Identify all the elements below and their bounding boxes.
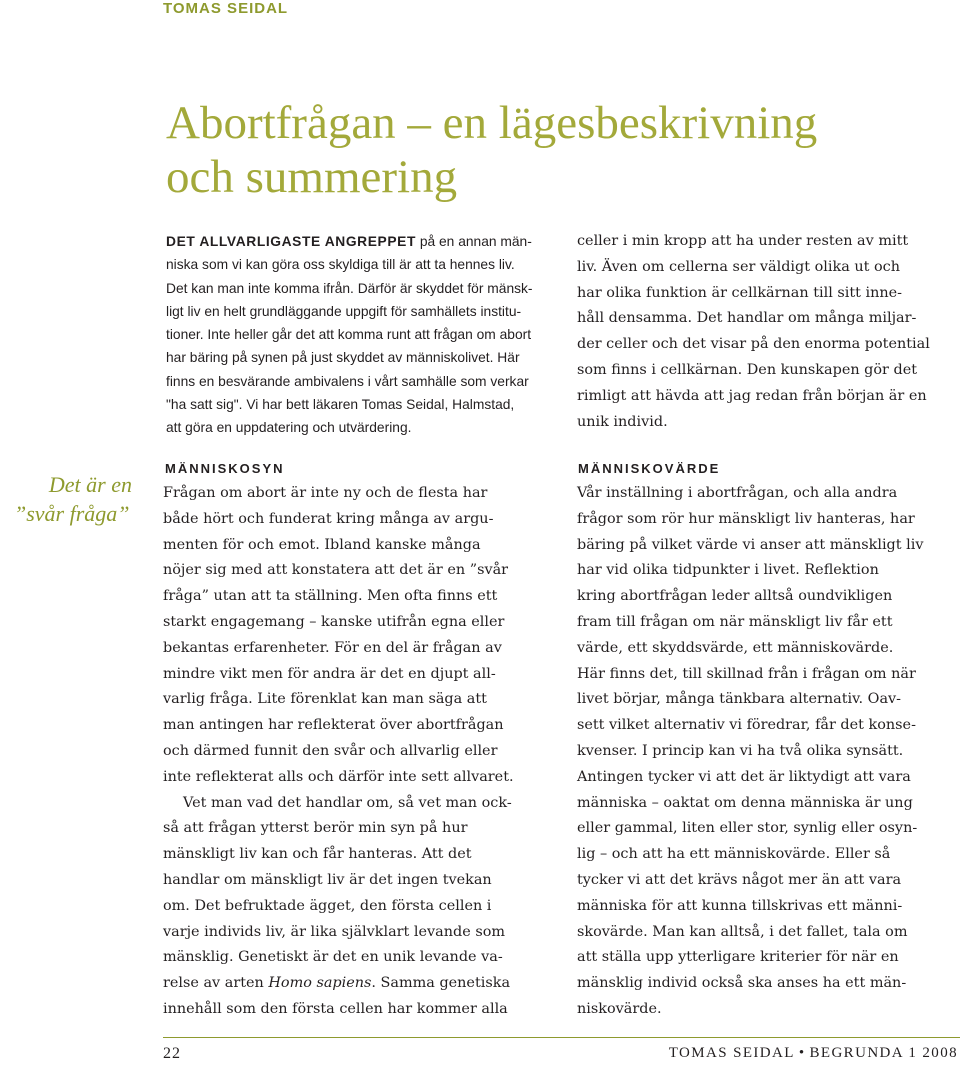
section-heading-manniskovarde: MÄNNISKOVÄRDE	[578, 461, 721, 476]
body-line: menten för och emot. Ibland kanske många	[163, 536, 481, 553]
intro-line: niska som vi kan göra oss skyldiga till är att ta hennes liv.	[166, 257, 515, 273]
right-column-continuation	[577, 229, 960, 435]
body-line: kvenser. I princip kan vi ha två olika synsätt.	[577, 742, 904, 759]
body-line: rimligt att hävda att jag redan från början är en	[577, 387, 927, 404]
intro-line-text: på en annan män-	[416, 234, 532, 249]
title-line-2: och summering	[166, 151, 458, 203]
body-line: nöjer sig med att konstatera att det är en ”svår	[163, 562, 509, 579]
body-line: Antingen tycker vi att det är liktydigt att vara	[577, 768, 911, 785]
footer-bullet: •	[798, 1045, 806, 1061]
body-line: fråga” utan att ta ställning. Men ofta finns ett	[163, 588, 498, 605]
body-line: celler i min kropp att ha under resten av mitt	[577, 233, 909, 249]
body-line: mindre vikt men för andra är det en djupt all-	[163, 665, 496, 682]
pull-quote	[14, 470, 136, 528]
body-line: skovärde. Man kan alltså, i det fallet, tala om	[577, 923, 908, 940]
intro-paragraph	[166, 230, 551, 440]
body-line: inte reflekterat alls och därför inte sett allvaret.	[163, 768, 514, 785]
body-line: har olika funktion är cellkärnan till sitt inne-	[577, 284, 903, 301]
body-line: bekantas erfarenheter. För en del är frågan av	[163, 639, 502, 656]
body-line: Här finns det, till skillnad från i frågan om när	[577, 665, 916, 682]
body-line: som finns i cellkärnan. Den kunskapen gör det	[577, 361, 918, 378]
body-line: liv. Även om cellerna ser väldigt olika ut och	[577, 258, 900, 275]
body-line: starkt engagemang – kanske utifrån egna eller	[163, 613, 505, 630]
intro-line: tioner. Inte heller går det att komma runt att frågan om abort	[166, 327, 532, 343]
body-line: niskovärde.	[577, 1000, 662, 1017]
intro-line	[166, 230, 551, 253]
body-line: varje individs liv, är lika självklart levande som	[163, 923, 506, 940]
left-column-body	[163, 481, 555, 1023]
body-line: eller gammal, liten eller stor, synlig eller osyn-	[577, 820, 918, 837]
body-line: fram till frågan om när mänskligt liv får ett	[577, 613, 893, 630]
body-line: har vid olika tidpunkter i livet. Reflektion	[577, 562, 879, 579]
body-line: livet börjar, många tänkbara alternativ. Oav-	[577, 691, 902, 708]
body-line: kring abortfrågan leder alltså oundvikligen	[577, 588, 893, 605]
title-line-1: Abortfrågan – en lägesbeskrivning	[166, 97, 818, 149]
footer-publication: BEGRUNDA 1 2008	[809, 1045, 958, 1061]
body-line: både hört och funderat kring många av argu-	[163, 510, 494, 527]
body-line: värde, ett skyddsvärde, ett människovärde.	[577, 639, 894, 656]
footer-credit-name: TOMAS SEIDAL	[668, 1045, 795, 1061]
body-line: tycker vi att det krävs något mer än att vara	[577, 871, 902, 888]
homo-sapiens-italic: Homo sapiens	[268, 975, 372, 992]
body-line: der celler och det visar på den enorma potential	[577, 336, 930, 353]
body-line: bäring på vilket värde vi anser att mänskligt liv	[577, 536, 924, 553]
body-line: frågor som rör hur mänskligt liv hanteras, har	[577, 510, 915, 527]
intro-line: "ha satt sig". Vi har bett läkaren Tomas Seidal, Halmstad,	[166, 397, 515, 413]
article-title	[166, 96, 926, 204]
body-line: så att frågan ytterst berör min syn på hur	[163, 820, 468, 837]
body-line: håll densamma. Det handlar om många miljar-	[577, 310, 917, 327]
right-column-body	[577, 481, 960, 1023]
section-heading-manniskosyn: MÄNNISKOSYN	[165, 461, 285, 476]
body-line: mänsklig individ också ska anses ha ett män-	[577, 975, 907, 992]
body-line: man antingen har reflekterat över abortfrågan	[163, 717, 504, 734]
body-line: Frågan om abort är inte ny och de flesta har	[163, 485, 488, 501]
body-line	[163, 971, 555, 997]
body-line: innehåll som den första cellen har kommer alla	[163, 1000, 508, 1017]
body-line: mänsklig. Genetiskt är det en unik levande va-	[163, 949, 503, 966]
intro-line: ligt liv en helt grundläggande uppgift för samhällets institu-	[166, 303, 522, 319]
intro-lead-caps: DET ALLVARLIGASTE ANGREPPET	[166, 234, 416, 249]
intro-line: Det kan man inte komma ifrån. Därför är skyddet för mänsk-	[166, 280, 533, 296]
body-line: mänskligt liv kan och får hanteras. Att det	[163, 846, 472, 863]
body-line: Vet man vad det handlar om, så vet man ock-	[183, 794, 512, 811]
body-line: människa – oaktat om denna människa är ung	[577, 794, 913, 811]
body-line: Vår inställning i abortfrågan, och alla andra	[577, 485, 898, 501]
body-line: handlar om mänskligt liv är det ingen tvekan	[163, 871, 492, 888]
body-line: människa för att kunna tillskrivas ett männi-	[577, 897, 903, 914]
intro-line: finns en besvärande ambivalens i vårt samhälle som verkar	[166, 373, 529, 389]
body-line: lig – och att ha ett människovärde. Eller så	[577, 846, 891, 863]
homo-line-post: . Samma genetiska	[371, 975, 511, 992]
body-line: om. Det befruktade ägget, den första cellen i	[163, 897, 492, 914]
body-line: och därmed funnit den svår och allvarlig eller	[163, 742, 498, 759]
body-line: unik individ.	[577, 413, 668, 430]
homo-line-pre: relse av arten	[163, 975, 269, 992]
body-line: sett vilket alternativ vi föredrar, får det konse-	[577, 717, 916, 734]
footer-divider	[163, 1037, 960, 1038]
intro-line: har bäring på synen på just skyddet av människolivet. Här	[166, 350, 520, 366]
pull-quote-line-2: ”svår fråga”	[14, 501, 130, 526]
pull-quote-line-1: Det är en	[48, 472, 132, 497]
intro-line: att göra en uppdatering och utvärdering.	[166, 420, 412, 436]
body-line: att ställa upp ytterligare kriterier för när en	[577, 949, 899, 966]
running-header-author: TOMAS SEIDAL	[163, 0, 289, 17]
body-line: varlig fråga. Lite förenklat kan man säga att	[163, 691, 487, 708]
page-number: 22	[163, 1045, 181, 1062]
footer-credit	[669, 1045, 958, 1062]
